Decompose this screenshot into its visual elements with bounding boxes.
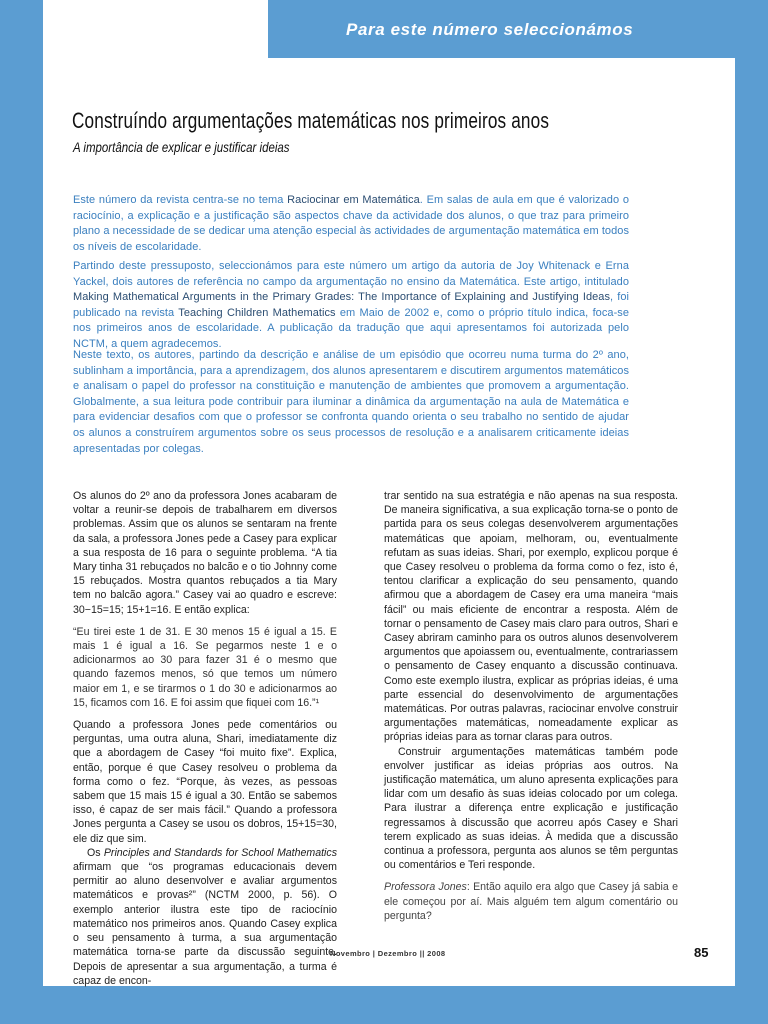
intro-text: Partindo deste pressuposto, seleccionámos para este número um artigo da autoria de Joy Whitenack e Erna Yackel, dois autores de referência no campo da argumentação no ensino da Matemática. Este artigo, intitulado <box>73 260 629 288</box>
article-subtitle: A importância de explicar e justificar ideias <box>73 139 290 155</box>
body-paragraph: trar sentido na sua estratégia e não apenas na sua resposta. De maneira significativa, a sua explicação torna-se o ponto de partida para os seus colegas desenvolverem argumentações matemáticas que apoiam, melhoram, ou, eventualmente refutam as suas ideias. Shari, por exemplo, explicou porque é que Casey resolveu o problema da forma como o fez, isto é, tentou clarificar a explicação do seu pensamento, quando afirmou que a abordagem de Casey era uma maneira “mais fácil” ou mais eficiente de encontrar a resposta. Além de tornar o pensamento de Casey mais claro para outros, Shari e Casey abriram caminho para os outros alunos desenvolverem argumentos que apoiassem ou, eventualmente, contrariassem o pensamento de Casey enquanto a discussão continuava. Como este exemplo ilustra, explicar as próprias ideias, é uma parte essencial do desenvolvimento de argumentações matemáticas. Por outras palavras, raciocinar envolve construir argumentações matemáticas, nomeadamente explicar as próprias ideias para as tornar claras para outros. <box>384 490 678 744</box>
intro-text: , foi publicado na revista <box>73 291 629 319</box>
dialogue-paragraph <box>384 880 678 923</box>
page-number: 85 <box>694 945 709 960</box>
section-header: Para este número seleccionámos <box>346 20 634 39</box>
bottom-blue-border <box>0 986 768 1024</box>
intro-paragraph-2 <box>73 259 629 353</box>
intro-paragraph-1 <box>73 193 629 255</box>
intro-paragraph-3: Neste texto, os autores, partindo da descrição e análise de um episódio que ocorreu numa turma do 2º ano, sublinham a importância, para a aprendizagem, dos alunos apresentarem e discutirem argumentos matemáticos e analisam o papel do professor na constituição e manutenção de ambientes que promovem a argumentação. Globalmente, a sua leitura pode contribuir para iluminar a dinâmica da argumentação na aula de Matemática e para evidenciar desafios com que o professor se confronta quando orienta o seu trabalho no sentido de ajudar os alunos a construírem argumentos sobre os seus processos de resolução e a analisarem criticamente ideias apresentadas por colegas. <box>73 349 629 455</box>
top-white-area <box>43 0 268 58</box>
body-column-right <box>384 489 678 923</box>
body-paragraph <box>73 846 337 988</box>
body-paragraph: Quando a professora Jones pede comentários ou perguntas, uma outra aluna, Shari, imediatamente diz que a abordagem de Casey “foi muito fixe”. Explica, então, porque é que Casey resolveu o problema da forma como o fez. “Porque, às vezes, as pessoas sabem que 15 mais 15 é igual a 30. Então se sabemos isso, é capaz de ser mais fácil.” Quando a professora Jones pergunta a Casey se usou os dobros, 15+15=30, ele diz que sim. <box>73 719 337 845</box>
body-paragraph: Construir argumentações matemáticas também pode envolver justificar as ideias próprias aos outros. Na justificação matemática, um aluno apresenta explicações para lidar com um desafio às suas ideias colocado por um colega. Para ilustrar a diferença entre explicação e justificação regressamos à discussão que acorreu após Casey e Shari terem explicado as suas ideias. À medida que a discussão continua a professora, pergunta aos alunos se têm perguntas ou comentários e Teri responde. <box>384 745 678 872</box>
right-blue-border <box>735 0 768 1024</box>
left-blue-border <box>0 0 43 1024</box>
standards-title: Principles and Standards for School Mathematics <box>103 846 338 859</box>
casey-quote: “Eu tirei este 1 de 31. E 30 menos 15 é igual a 15. E mais 1 é igual a 16. Se pegarmos neste 1 e o adicionarmos ao 30 para fazer 31 é o mesmo que quando fazemos menos, só que temos um número maior em 1, e se tirarmos o 1 do 30 e adicionarmos ao 15, ficamos com 16. E foi assim que fiquei com 16.”¹ <box>73 625 337 709</box>
intro-journal-name: Teaching Children Mathematics <box>178 306 336 319</box>
intro-text: Este número da revista centra-se no tema <box>73 194 288 206</box>
intro-article-title: Making Mathematical Arguments in the Primary Grades: The Importance of Explaining and Justifying Ideas <box>73 291 611 304</box>
body-paragraph: Os alunos do 2º ano da professora Jones acabaram de voltar a reunir-se depois de trabalharem em diversos problemas. Assim que os alunos se sentaram na frente da sala, a professora Jones pede a Casey para explicar a sua resposta de 16 para o seguinte problema. “A tia Mary tinha 31 rebuçados no balcão e o tio Johnny come 15 rebuçados. Mostra quantos rebuçados a tia Mary tem no balcão agora.” Casey vai ao quadro e escreve: 30−15=15; 15+1=16. E então explica: <box>73 490 337 616</box>
intro-text: em Maio de 2002 e, como o próprio título indica, foca-se nos primeiros anos de escolaridade. A publicação da tradução que aqui apresentamos foi autorizada pelo NCTM, a quem agradecemos. <box>73 306 629 350</box>
body-text: afirmam que “os programas educacionais devem permitir ao aluno desenvolver e avaliar argumentos matemáticos e provas²” (NCTM 2000, p. 56). O exemplo anterior ilustra este tipo de raciocínio matemático nos primeiros anos. Quando Casey explica o seu pensamento à turma, a sua argumentação matemática torna-se parte da discussão seguinte. Depois de apresentar a sua argumentação, a turma é capaz de encon- <box>73 861 337 987</box>
intro-text: . Em salas de aula em que é valorizado o raciocínio, a explicação e a justificação são aspectos chave da actividade dos alunos, o que traz para primeiro plano a necessidade de se dedicar uma atenção especial às actividades de argumentação matemática em todos os níveis de escolaridade. <box>73 194 629 253</box>
issue-label: Novembro | Dezembro || 2008 <box>330 949 446 958</box>
body-text: Os <box>87 846 104 859</box>
body-column-left <box>73 489 337 988</box>
article-title: Construíndo argumentações matemáticas nos primeiros anos <box>72 108 550 133</box>
speaker-name: Professora Jones <box>384 881 467 894</box>
dialogue-text: : Então aquilo era algo que Casey já sabia e ele começou por aí. Mais alguém tem algum comentário ou pergunta? <box>384 881 678 922</box>
intro-theme: Raciocinar em Matemática <box>287 194 420 206</box>
